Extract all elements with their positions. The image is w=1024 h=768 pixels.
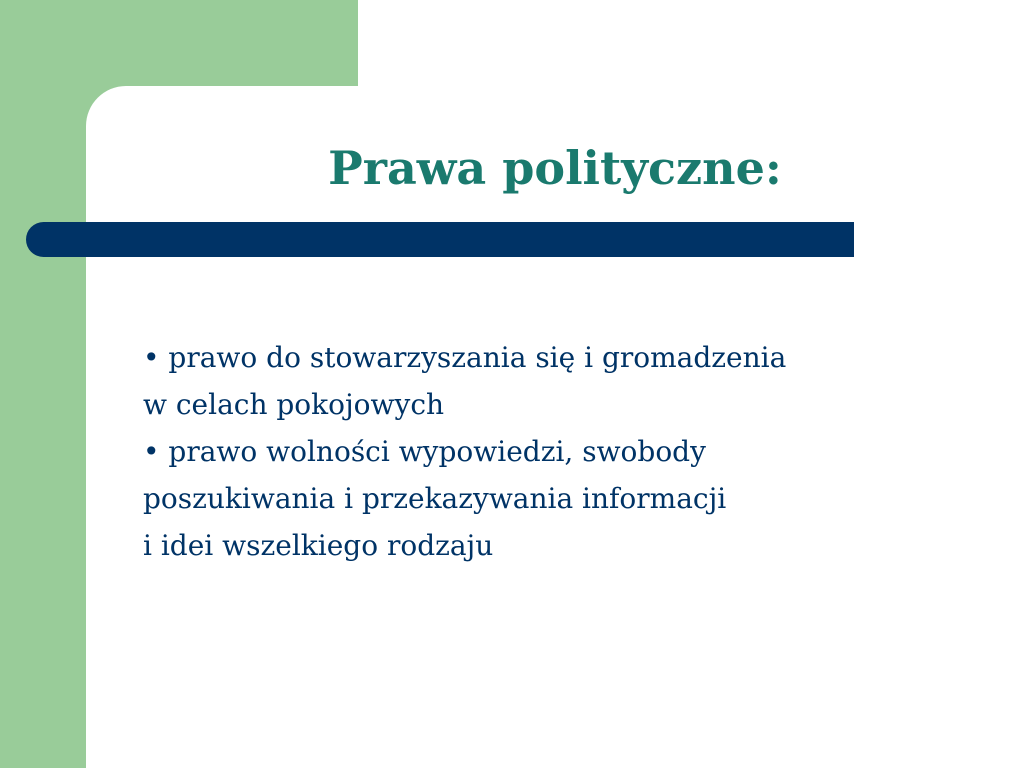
body-line: • prawo do stowarzyszania się i gromadzenia: [143, 341, 787, 374]
body-line: • prawo wolności wypowiedzi, swobody: [143, 435, 706, 468]
slide-title: Prawa polityczne:: [328, 141, 782, 195]
body-line: w celach pokojowych: [143, 388, 445, 421]
title-underline-bar: [26, 222, 854, 257]
body-line: i idei wszelkiego rodzaju: [143, 529, 494, 562]
body-line: poszukiwania i przekazywania informacji: [143, 482, 727, 515]
slide-body: [143, 334, 973, 569]
